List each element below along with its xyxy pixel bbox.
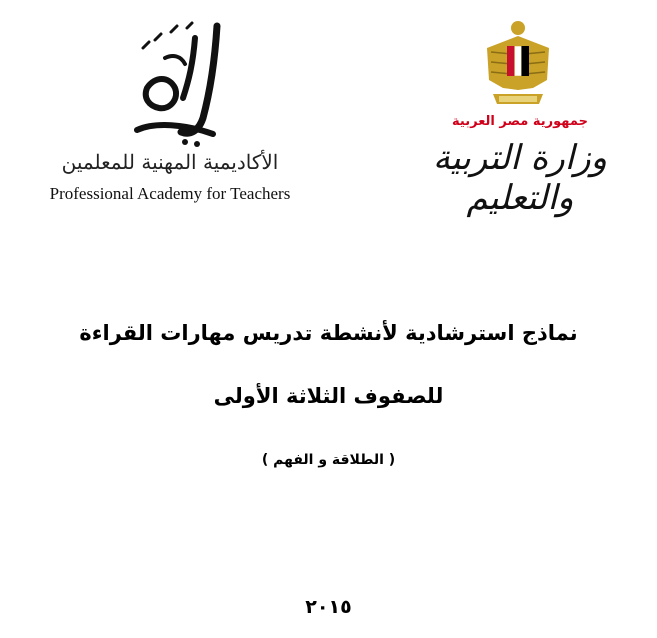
document-subtitle: ( الطلاقة و الفهم )	[261, 452, 396, 468]
document-title-line-2: للصفوف الثلاثة الأولى	[213, 384, 444, 408]
eagle-emblem-icon	[483, 18, 553, 110]
academy-arabic-name: الأكاديمية المهنية للمعلمين	[61, 150, 279, 174]
academy-logo	[30, 18, 310, 208]
ministry-logo	[395, 18, 645, 218]
document-title-line-1: نماذج استرشادية لأنشطة تدريس مهارات القراءة	[79, 321, 578, 345]
academy-english-name: Professional Academy for Teachers	[49, 184, 291, 203]
document-year: ٢٠١٥	[305, 596, 352, 618]
ministry-calligraphy: وزارة التربية والتعليم	[432, 138, 608, 218]
country-name: جمهورية مصر العربية	[452, 114, 588, 129]
academy-calligraphy-logo	[125, 18, 235, 153]
